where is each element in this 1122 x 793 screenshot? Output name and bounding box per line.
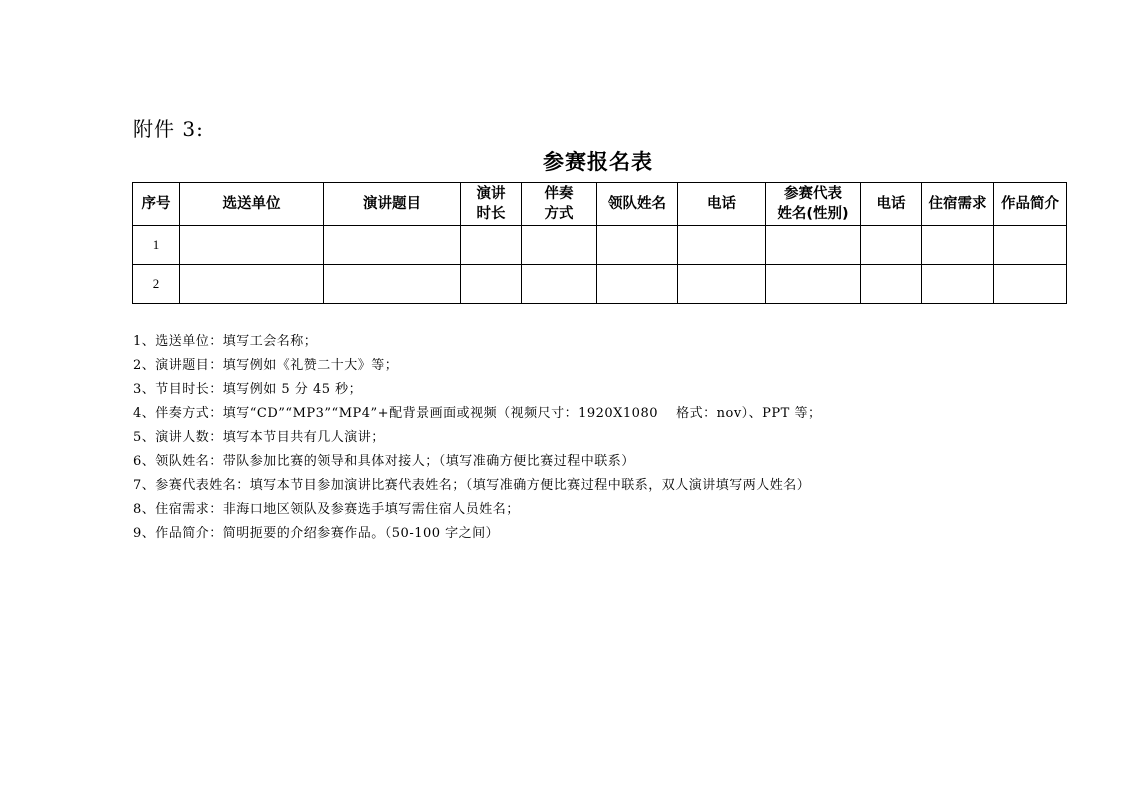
team-leader-cell[interactable] <box>597 265 678 304</box>
header-duration: 演讲 时长 <box>461 183 522 226</box>
work-intro-cell[interactable] <box>994 265 1067 304</box>
leader-phone-cell[interactable] <box>678 265 766 304</box>
accompaniment-cell[interactable] <box>522 226 597 265</box>
representative-cell[interactable] <box>766 226 861 265</box>
instructions-list <box>133 330 821 546</box>
form-title: 参赛报名表 <box>543 150 653 174</box>
note-item: 2、演讲题目：填写例如《礼赞二十大》等； <box>133 358 399 373</box>
note-item: 6、领队姓名：带队参加比赛的领导和具体对接人；（填写准确方便比赛过程中联系） <box>133 454 635 469</box>
rep-phone-cell[interactable] <box>861 226 922 265</box>
note-item: 9、作品简介：简明扼要的介绍参赛作品。（50-100 字之间） <box>133 526 500 541</box>
speech-title-cell[interactable] <box>324 226 461 265</box>
table-row <box>133 265 1067 304</box>
note-item: 3、节目时长：填写例如 5 分 45 秒； <box>133 382 363 397</box>
note-item: 5、演讲人数：填写本节目共有几人演讲； <box>133 430 385 445</box>
rep-phone-cell[interactable] <box>861 265 922 304</box>
header-work-intro: 作品简介 <box>994 183 1067 226</box>
note-item: 1、选送单位：填写工会名称； <box>133 334 318 349</box>
header-team-leader: 领队姓名 <box>597 183 678 226</box>
duration-cell[interactable] <box>461 265 522 304</box>
note-item: 7、参赛代表姓名：填写本节目参加演讲比赛代表姓名；（填写准确方便比赛过程中联系，双人演讲填写两人姓名） <box>133 478 811 493</box>
team-leader-cell[interactable] <box>597 226 678 265</box>
accommodation-cell[interactable] <box>922 265 994 304</box>
note-item: 8、住宿需求：非海口地区领队及参赛选手填写需住宿人员姓名； <box>133 502 520 517</box>
leader-phone-cell[interactable] <box>678 226 766 265</box>
header-speech-title: 演讲题目 <box>324 183 461 226</box>
unit-cell[interactable] <box>180 226 324 265</box>
duration-cell[interactable] <box>461 226 522 265</box>
accompaniment-cell[interactable] <box>522 265 597 304</box>
attachment-label: 附件 3: <box>133 117 204 141</box>
header-row <box>133 183 1067 226</box>
unit-cell[interactable] <box>180 265 324 304</box>
note-item: 4、伴奏方式：填写“CD”“MP3”“MP4”+配背景画面或视频（视频尺寸：1920X1080 格式：nov）、PPT 等； <box>133 406 822 421</box>
row-index: 1 <box>133 226 180 265</box>
accommodation-cell[interactable] <box>922 226 994 265</box>
header-index: 序号 <box>133 183 180 226</box>
header-rep-phone: 电话 <box>861 183 922 226</box>
representative-cell[interactable] <box>766 265 861 304</box>
row-index: 2 <box>133 265 180 304</box>
header-accompaniment: 伴奏 方式 <box>522 183 597 226</box>
speech-title-cell[interactable] <box>324 265 461 304</box>
header-representative: 参赛代表 姓名(性别) <box>766 183 861 226</box>
header-leader-phone: 电话 <box>678 183 766 226</box>
header-unit: 选送单位 <box>180 183 324 226</box>
registration-table <box>132 182 1067 304</box>
table-row <box>133 226 1067 265</box>
work-intro-cell[interactable] <box>994 226 1067 265</box>
header-accommodation: 住宿需求 <box>922 183 994 226</box>
